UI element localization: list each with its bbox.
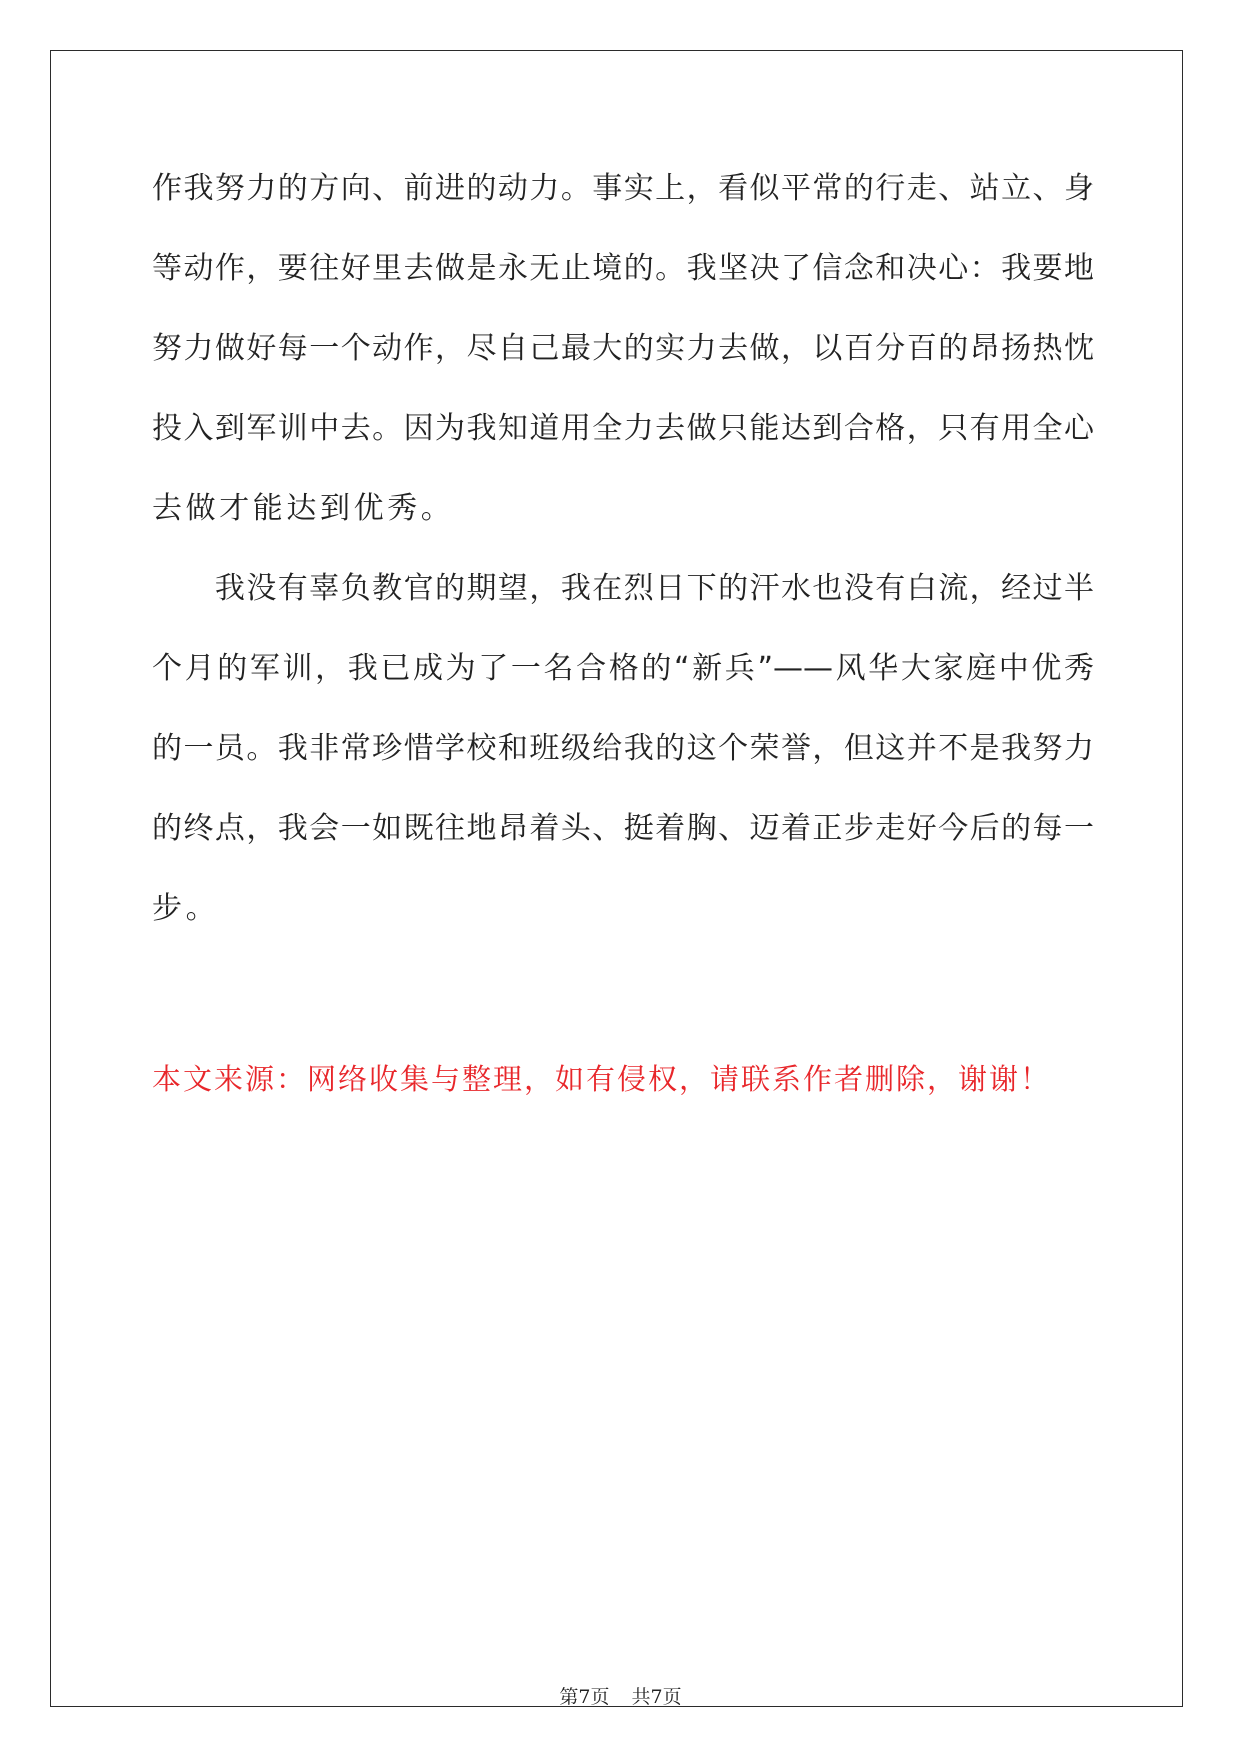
text-line: 我没有辜负教官的期望，我在烈日下的汗水也没有白流，经过半: [152, 571, 1094, 606]
total-page-count: 共7页: [631, 1686, 682, 1708]
text-line: 的终点，我会一如既往地昂着头、挺着胸、迈着正步走好今后的每一: [152, 811, 1094, 846]
paragraph-2: [152, 562, 1094, 962]
text-line: 努力做好每一个动作，尽自己最大的实力去做，以百分百的昂扬热忱: [152, 331, 1094, 366]
text-line: 投入到军训中去。因为我知道用全力去做只能达到合格，只有用全心: [152, 411, 1094, 446]
text-line: 去做才能达到优秀。: [152, 491, 455, 526]
current-page-number: 第7页: [559, 1686, 610, 1708]
document-body: [152, 162, 1094, 962]
text-line: 的一员。我非常珍惜学校和班级给我的这个荣誉，但这并不是我努力: [152, 731, 1094, 766]
page-footer: [0, 1685, 1241, 1709]
source-disclaimer: 本文来源：网络收集与整理，如有侵权，请联系作者删除，谢谢！: [152, 1062, 1052, 1096]
text-line: 步。: [152, 891, 220, 926]
text-line: 等动作，要往好里去做是永无止境的。我坚决了信念和决心：我要地: [152, 251, 1094, 286]
text-line: 个月的军训，我已成为了一名合格的“新兵”——风华大家庭中优秀: [152, 651, 1094, 686]
paragraph-1: [152, 162, 1094, 562]
text-line: 作我努力的方向、前进的动力。事实上，看似平常的行走、站立、身: [152, 171, 1094, 206]
